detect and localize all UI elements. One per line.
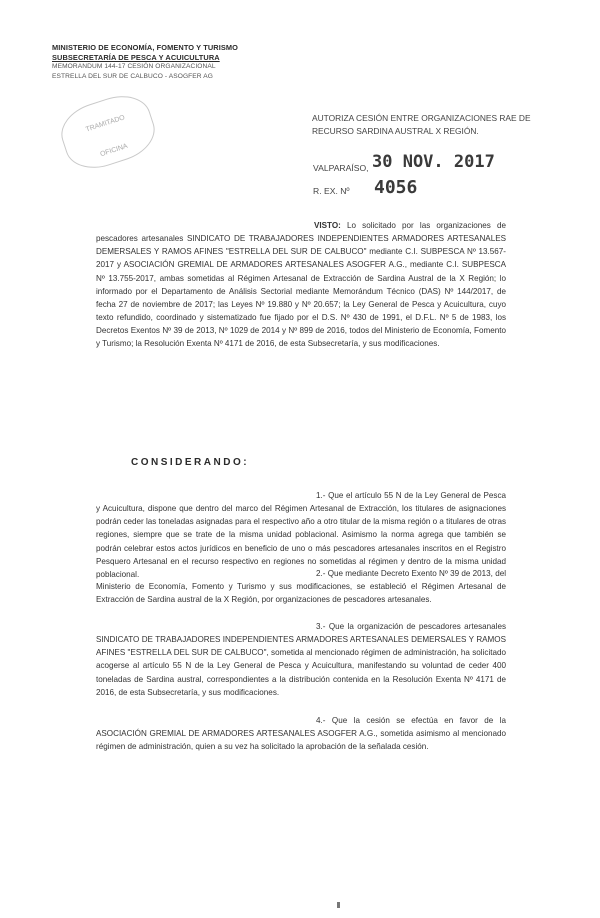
considerando-heading: CONSIDERANDO: (131, 457, 250, 468)
memo-reference: MEMORANDUM 144-17 CESIÓN ORGANIZACIONAL (52, 63, 216, 70)
document-subject: AUTORIZA CESIÓN ENTRE ORGANIZACIONES RAE DE RECURSO SARDINA AUSTRAL X REGIÓN. (312, 113, 531, 136)
considerando-paragraph-1: 1.- Que el artículo 55 N de la Ley General de Pesca y Acuicultura, dispone que dentro del marco del Régimen Artesanal de Extracción, los titulares de asignaciones podrán ceder las toneladas asignadas para el respectivo año a otro titular de la misma región o a titulares de otras regiones, siempre que se trate de la misma unidad poblacional. Asimismo la norma agrega que también se podrán celebrar estos actos jurídicos en beneficio de uno o más pescadores artesanales inscritos en el Registro Pesquero Artesanal en el recurso respectivo en regiones no sometidas al régimen y dentro de la misma unidad poblacional. (96, 491, 506, 579)
office-stamp (54, 87, 161, 176)
ministry-name: MINISTERIO DE ECONOMÍA, FOMENTO Y TURISMO (52, 43, 239, 52)
considerando-paragraph-3: 3.- Que la organización de pescadores artesanales SINDICATO DE TRABAJADORES INDEPENDIENTES ARMADORES ARTESANALES DEMERSALES Y RAMOS AFINES "ESTRELLA DEL SUR DE CALBUCO", sometida al mencionado régimen de administración, ha solicitado acogerse al artículo 55 N de la Ley General de Pesca y Acuicultura, manifestando su voluntad de ceder 400 toneladas de Sardina austral, correspondientes a la distribución contenida en la Resolución Exenta Nº 4171 de 2016, de esta Subsecretaría, y sus modificaciones. (96, 622, 506, 697)
considerando-paragraph-2: 2.- Que mediante Decreto Exento Nº 39 de 2013, del Ministerio de Economía, Fomento y Turismo y sus modificaciones, se estableció el Régimen Artesanal de Extracción de Sardina austral de la X Región, por organizaciones de pescadores artesanales. (96, 569, 506, 605)
visto-text: Lo solicitado por las organizaciones de pescadores artesanales SINDICATO DE TRABAJADORES INDEPENDIENTES ARMADORES ARTESANALES DEMERSALES Y RAMOS AFINES "ESTRELLA DEL SUR DE CALBUCO" mediante C.I. SUBPESCA Nº 13.567-2017 y ASOCIACIÓN GREMIAL DE ARMADORES ARTESANALES ASOGFER A.G., mediante C.I. SUBPESCA Nº 13.755-2017, ambas sometidas al Régimen Artesanal de Extracción de Sardina Austral de la X Región; lo informado por el Departamento de Análisis Sectorial mediante Memorándum Técnico (DAS) Nº 144/2017, de fecha 27 de noviembre de 2017; las Leyes Nº 19.880 y Nº 20.657; la Ley General de Pesca y Acuicultura, cuyo texto refundido, coordinado y sistematizado fue fijado por el D.S. Nº 430 de 1991, el D.F.L. Nº 5 de 1983, los Decretos Exentos Nº 39 de 2013, Nº 1029 de 2014 y Nº 899 de 2016, todos del Ministerio de Economía, Fomento y Turismo; la Resolución Exenta Nº 4171 de 2016, de esta Subsecretaría, y sus modificaciones. (96, 221, 506, 349)
stamp-text-2: OFICINA (99, 142, 129, 159)
resolution-number: 4056 (374, 177, 418, 198)
visto-label: VISTO: (314, 221, 341, 230)
date-label: VALPARAÍSO, (313, 163, 369, 173)
considerando-paragraph-4: 4.- Que la cesión se efectúa en favor de la ASOCIACIÓN GREMIAL DE ARMADORES ARTESANALES ASOGFER A.G., sometida asimismo al mencionado régimen de administración, quien a su vez ha solicitado la aprobación de la señalada cesión. (96, 716, 506, 752)
page-mark (337, 902, 340, 908)
letterhead (52, 43, 238, 81)
memo-reference-2: ESTRELLA DEL SUR DE CALBUCO - ASOGFER AG (52, 72, 213, 80)
date-value: 30 NOV. 2017 (372, 152, 495, 172)
stamp-text-1: TRAMITADO (84, 114, 126, 134)
resolution-label: R. EX. Nº (313, 186, 350, 196)
subsecretaria-name: SUBSECRETARÍA DE PESCA Y ACUICULTURA (52, 52, 220, 62)
visto-paragraph (96, 219, 506, 351)
